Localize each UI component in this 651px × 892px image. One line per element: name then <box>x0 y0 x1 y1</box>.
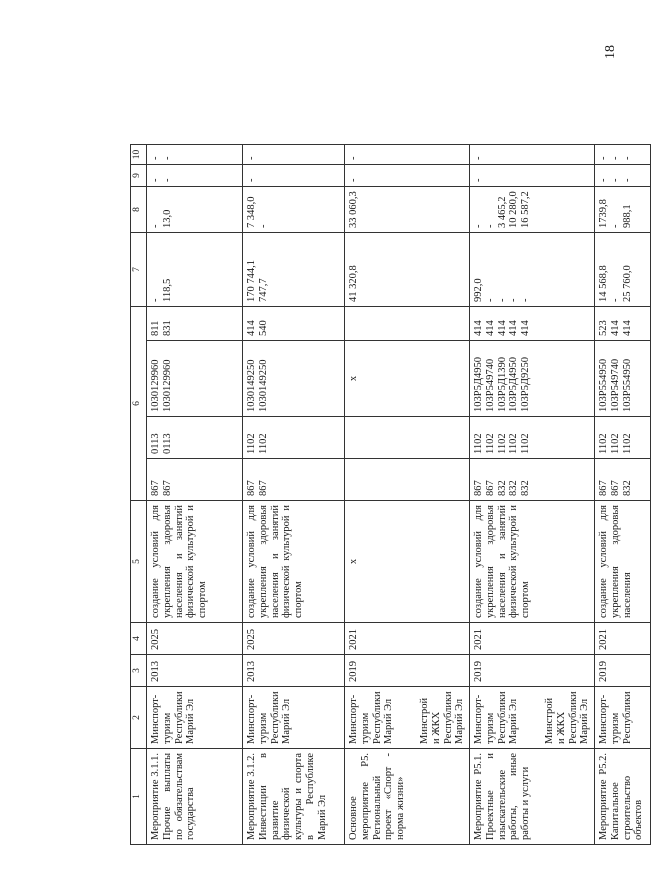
value-col7: 170 744,1 747,7 <box>243 233 345 307</box>
header-cell: 9 <box>131 165 147 187</box>
measure-name: Мероприятие 3.1.1. Прочие выплаты по обязательствам государства <box>147 749 243 845</box>
value-col10: - - - <box>595 145 651 165</box>
value-col9: - <box>243 165 345 187</box>
section-code: 1102 1102 1102 <box>595 417 651 459</box>
header-cell: 7 <box>131 233 147 307</box>
spacer <box>520 691 544 744</box>
header-cell: 1 <box>131 749 147 845</box>
header-cell: 2 <box>131 687 147 749</box>
expense-type-code: 523 414 414 <box>595 307 651 341</box>
measure-name: Мероприятие 3.1.2. Инвестиции в развитие физической культуры и спорта в Республике Марий Эл <box>243 749 345 845</box>
target-article-code: x <box>345 341 470 417</box>
executor-name: Минспорт-туризм Республики Марий Эл <box>150 691 197 744</box>
header-cell: 4 <box>131 623 147 655</box>
target-article-code: 103Р5Д4950 103Р549740 103Р5Д1390 103Р5Д4950 103Р5Д9250 <box>470 341 595 417</box>
value-col8: 7 348,0 - <box>243 187 345 233</box>
start-year: 2019 <box>595 655 651 687</box>
spacer <box>395 691 419 744</box>
page-number: 18 <box>603 45 618 59</box>
expense-type-code <box>345 307 470 341</box>
header-row <box>131 145 147 845</box>
target-article-code: 1030149250 1030149250 <box>243 341 345 417</box>
value-col9: - <box>345 165 470 187</box>
header-cell: 5 <box>131 501 147 623</box>
value-col9: - - - <box>595 165 651 187</box>
start-year: 2013 <box>243 655 345 687</box>
measure-goal: создание условий для укрепления здоровья населения <box>595 501 651 623</box>
section-code: 0113 0113 <box>147 417 243 459</box>
section-code <box>345 417 470 459</box>
header-cell: 6 <box>131 307 147 501</box>
measure-name: Основное мероприятие Р5. Региональный проект «Спорт - норма жизни» <box>345 749 470 845</box>
grbs-code <box>345 459 470 501</box>
value-col8: - 13,0 <box>147 187 243 233</box>
grbs-code: 867 867 832 832 832 <box>470 459 595 501</box>
value-col8: 33 060,3 <box>345 187 470 233</box>
value-col8: - - 3 465,2 10 280,0 16 587,2 <box>470 187 595 233</box>
budget-table <box>130 144 651 845</box>
executor-cell <box>243 687 345 749</box>
value-col10: - <box>345 145 470 165</box>
executor-name: Минспорт-туризм Республики Марий Эл <box>348 691 395 744</box>
grbs-code: 867 867 832 <box>595 459 651 501</box>
executor-name: Минспорт-туризм Республики Марий Эл <box>246 691 293 744</box>
measure-goal: создание условий для укрепления здоровья населения и занятий физической культурой и спортом <box>243 501 345 623</box>
co-executor-name: Минстрой и ЖКХ Республики Марий Эл <box>419 691 466 744</box>
measure-goal: создание условий для укрепления здоровья населения и занятий физической культурой и спортом <box>147 501 243 623</box>
value-col9: - <box>470 165 595 187</box>
end-year: 2025 <box>147 623 243 655</box>
value-col7: 992,0 - - - - <box>470 233 595 307</box>
measure-name: Мероприятие Р5.1. Проектные и изыскательские работы, иные работы и услуги <box>470 749 595 845</box>
end-year: 2021 <box>345 623 470 655</box>
measure-goal: создание условий для укрепления здоровья населения и занятий физической культурой и спортом <box>470 501 595 623</box>
executor-cell <box>595 687 651 749</box>
header-cell: 10 <box>131 145 147 165</box>
table-row <box>345 145 470 845</box>
table-row <box>595 145 651 845</box>
section-code: 1102 1102 1102 1102 1102 <box>470 417 595 459</box>
value-col8: 1739,8 - 988,1 <box>595 187 651 233</box>
end-year: 2021 <box>595 623 651 655</box>
grbs-code: 867 867 <box>243 459 345 501</box>
value-col9: - - <box>147 165 243 187</box>
value-col10: - <box>243 145 345 165</box>
value-col10: - - <box>147 145 243 165</box>
expense-type-code: 811 831 <box>147 307 243 341</box>
measure-goal: x <box>345 501 470 623</box>
rotated-table-area <box>130 145 645 845</box>
executor-cell <box>345 687 470 749</box>
executor-cell <box>470 687 595 749</box>
grbs-code: 867 867 <box>147 459 243 501</box>
executor-name: Минспорт-туризм Республики Марий Эл <box>473 691 520 744</box>
executor-cell <box>147 687 243 749</box>
start-year: 2019 <box>345 655 470 687</box>
end-year: 2025 <box>243 623 345 655</box>
start-year: 2019 <box>470 655 595 687</box>
value-col10: - <box>470 145 595 165</box>
co-executor-name: Минстрой и ЖКХ Республики Марий Эл <box>544 691 591 744</box>
table-row <box>243 145 345 845</box>
target-article-code: 103Р554950 103Р549740 103Р554950 <box>595 341 651 417</box>
value-col7: 14 568,8 - 25 760,0 <box>595 233 651 307</box>
value-col7: - 118,5 <box>147 233 243 307</box>
start-year: 2013 <box>147 655 243 687</box>
measure-name: Мероприятие Р5.2. Капитальное строительство объектов <box>595 749 651 845</box>
value-col7: 41 320,8 <box>345 233 470 307</box>
target-article-code: 1030129960 1030129960 <box>147 341 243 417</box>
table-row <box>470 145 595 845</box>
header-cell: 8 <box>131 187 147 233</box>
header-cell: 3 <box>131 655 147 687</box>
expense-type-code: 414 414 414 414 414 <box>470 307 595 341</box>
table-row <box>147 145 243 845</box>
executor-name: Минспорт-туризм Республики <box>598 691 633 744</box>
end-year: 2021 <box>470 623 595 655</box>
expense-type-code: 414 540 <box>243 307 345 341</box>
section-code: 1102 1102 <box>243 417 345 459</box>
